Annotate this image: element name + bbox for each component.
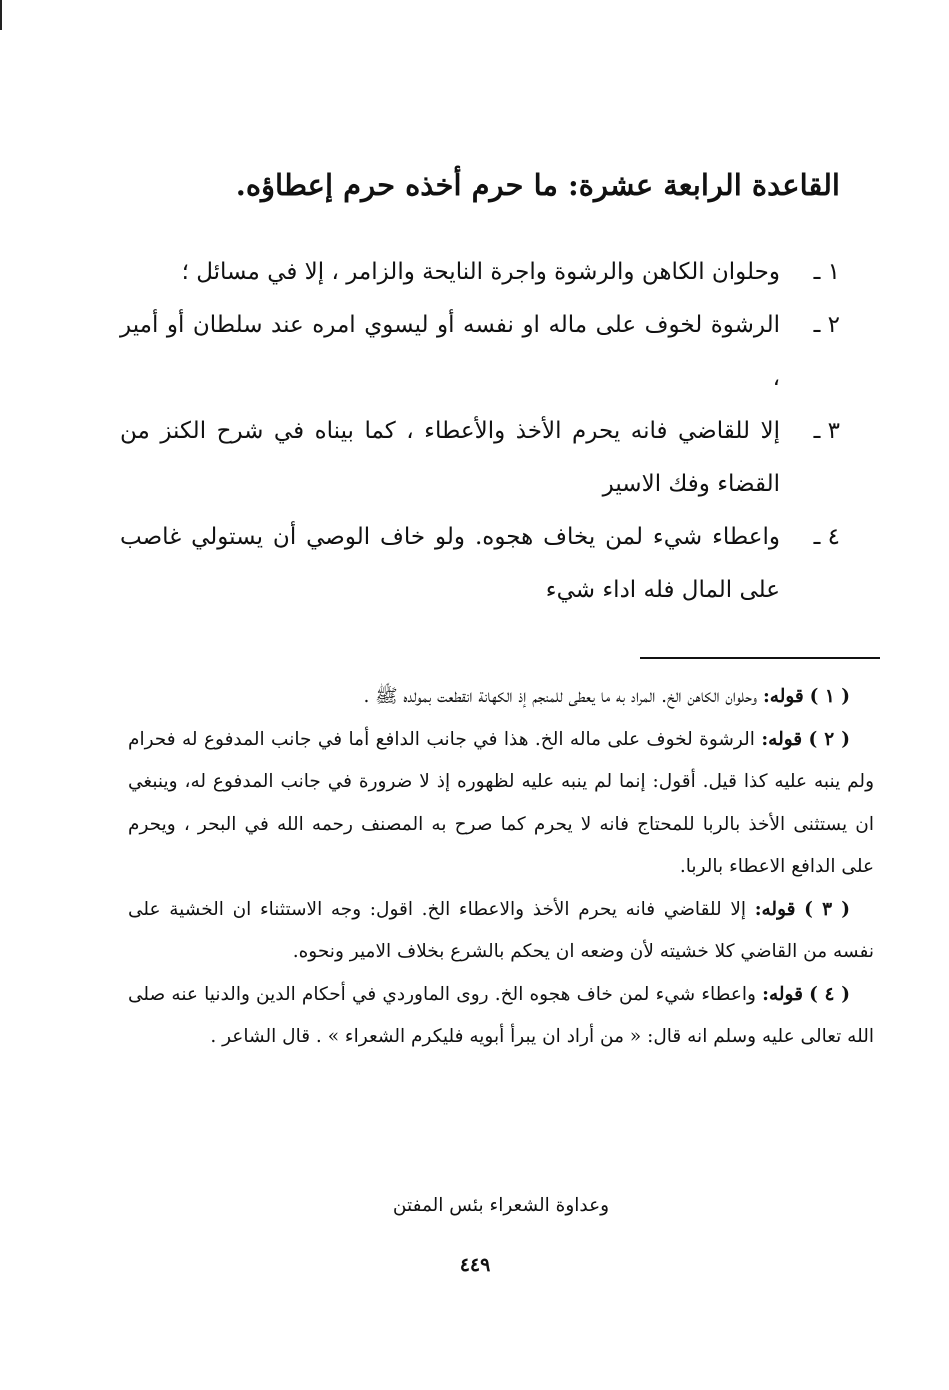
rule-number: ١ ـ [813, 259, 840, 285]
rule-item [120, 246, 840, 299]
footnote-number: ( ١ ) [809, 686, 850, 707]
rule-heading: القاعدة الرابعة عشرة: ما حرم أخذه حرم إعطاؤه. [235, 168, 840, 202]
footnote [128, 889, 874, 974]
page-edge-mark [0, 0, 2, 30]
footnotes [128, 676, 874, 1059]
rules-list [120, 246, 840, 617]
footnote-text: إلا للقاضي فانه يحرم الأخذ والاعطاء الخ. اقول: وجه الاستثناء ان الخشية على نفسه من القاضي كلا خشيته لأن وضعه ان يحكم بالشرع بخلاف الامير ونحوه. [128, 898, 874, 962]
footnote-keyword: قوله: [754, 898, 796, 920]
footnote-number: ( ٢ ) [808, 728, 850, 750]
footnote-separator [640, 657, 880, 659]
footnote [128, 676, 874, 719]
rule-item [120, 405, 840, 511]
footnote-number: ( ٣ ) [804, 898, 851, 920]
rule-number: ٣ ـ [813, 418, 840, 444]
footnote-text: الرشوة لخوف على ماله الخ. هذا في جانب الدافع أما في جانب المدفوع له فحرام ولم ينبه عليه كذا قيل. أقول: إنما لم ينبه عليه لظهوره إذ لا ضرورة في جانب المدفوع له، وينبغي ان يستثنى الأخذ بالربا للمحتاج فانه لا يحرم كما صرح به المصنف رحمه الله في البحر ، ويحرم على الدافع الاعطاء بالربا. [128, 728, 874, 877]
rule-number: ٢ ـ [813, 312, 840, 338]
rule-number: ٤ ـ [813, 524, 840, 550]
footnote-keyword: قوله: [762, 983, 803, 1005]
rule-text: وحلوان الكاهن والرشوة واجرة النايحة والزامر ، إلا في مسائل ؛ [181, 259, 780, 285]
footnote-text: واعطاء شيء لمن خاف هجوه الخ. روى الماوردي في أحكام الدين والدنيا عنه صلى الله تعالى عليه وسلم انه قال: « من أراد ان يبرأ أبويه فليكرم الشعراء » . قال الشاعر . [128, 983, 874, 1047]
rule-item [120, 511, 840, 617]
page-number: ٤٤٩ [459, 1254, 491, 1276]
footnote-keyword: قوله: [761, 728, 803, 750]
rule-item [120, 299, 840, 405]
footnote-keyword: قوله: [762, 686, 804, 707]
footnote [128, 719, 874, 889]
footnote [128, 974, 874, 1059]
rule-text: إلا للقاضي فانه يحرم الأخذ والأعطاء ، كما بيناه في شرح الكنز من القضاء وفك الاسير [120, 418, 780, 497]
poetry-verse: وعداوة الشعراء بئس المفتن [392, 1195, 610, 1216]
main-text-block [120, 160, 840, 617]
footnote-number: ( ٤ ) [809, 983, 850, 1005]
rule-text: واعطاء شيء لمن يخاف هجوه. ولو خاف الوصي أن يستولي غاصب على المال فله اداء شيء [120, 524, 780, 603]
rule-text: الرشوة لخوف على ماله او نفسه أو ليسوي امره عند سلطان أو أمير ، [120, 312, 780, 391]
footnote-text: وحلوان الكاهن الخ. المراد به ما يعطى للمنجم إذ الكهانة انقطعت بمولده ﷺ . [363, 686, 758, 707]
